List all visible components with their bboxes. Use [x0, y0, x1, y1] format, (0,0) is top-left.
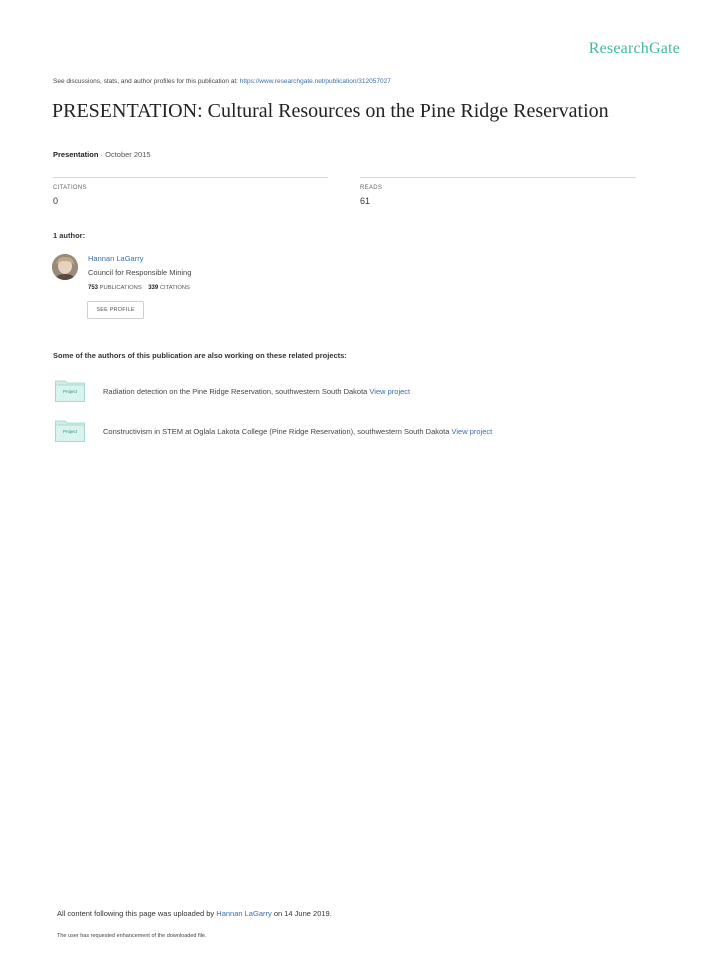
upload-prefix: All content following this page was uploaded by	[57, 909, 217, 918]
view-project-link[interactable]: View project	[369, 387, 411, 396]
citations-label: CITATIONS	[53, 185, 87, 191]
project-item	[103, 427, 492, 436]
project-item	[103, 387, 410, 396]
uploader-link[interactable]: Hannan LaGarry	[216, 909, 272, 918]
project-folder-icon[interactable]	[55, 418, 85, 442]
reads-value: 61	[360, 196, 371, 206]
author-citations-count: 339	[148, 285, 159, 291]
author-avatar[interactable]	[52, 254, 78, 280]
authors-heading: 1 author:	[53, 231, 86, 240]
reads-label: READS	[360, 185, 383, 191]
upload-notice	[57, 909, 332, 918]
publication-title: PRESENTATION: Cultural Resources on the Pine Ridge Reservation	[52, 100, 609, 122]
author-citations-label: CITATIONS	[159, 285, 190, 291]
author-photo-icon	[52, 254, 78, 280]
author-publications-label: PUBLICATIONS	[99, 285, 142, 291]
publication-meta	[53, 150, 151, 159]
reads-divider	[360, 177, 636, 178]
projects-heading: Some of the authors of this publication are also working on these related projects:	[53, 351, 347, 360]
citations-value: 0	[53, 196, 59, 206]
project-icon-label: Project	[62, 429, 77, 434]
author-publications-count: 753	[88, 285, 99, 291]
publication-type: Presentation	[53, 150, 99, 159]
see-profile-button[interactable]: SEE PROFILE	[87, 301, 144, 319]
author-institution: Council for Responsible Mining	[88, 268, 192, 277]
discussion-line	[53, 78, 391, 85]
publication-date: October 2015	[105, 150, 151, 159]
project-title: Constructivism in STEM at Oglala Lakota College (Pine Ridge Reservation), southwestern South Dakota	[103, 427, 452, 436]
view-project-link[interactable]: View project	[451, 427, 493, 436]
project-title: Radiation detection on the Pine Ridge Reservation, southwestern South Dakota	[103, 387, 370, 396]
researchgate-logo[interactable]: ResearchGate	[588, 40, 680, 57]
author-stats	[88, 285, 190, 291]
meta-separator: ·	[98, 150, 106, 159]
project-folder-icon[interactable]	[55, 378, 85, 402]
discussion-prefix: See discussions, stats, and author profiles for this publication at:	[53, 78, 240, 85]
author-name-link[interactable]: Hannan LaGarry	[88, 254, 144, 263]
publication-url-link[interactable]: https://www.researchgate.net/publication/312057027	[239, 78, 391, 85]
project-icon-label: Project	[62, 389, 77, 394]
citations-divider	[53, 177, 328, 178]
upload-suffix: on 14 June 2019.	[271, 909, 332, 918]
enhancement-note: The user has requested enhancement of the downloaded file.	[57, 933, 207, 939]
